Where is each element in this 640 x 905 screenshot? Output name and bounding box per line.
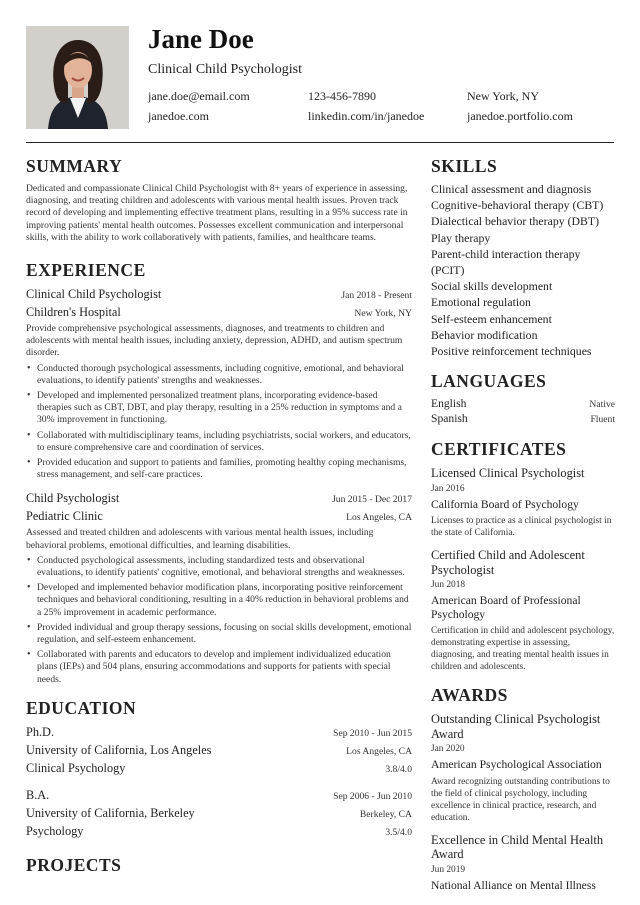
certificate-entry: [431, 548, 615, 673]
education-dates: Sep 2010 - Jun 2015: [333, 727, 412, 739]
summary-text: Dedicated and compassionate Clinical Child Psychologist with 8+ years of experience in assessing, diagnosing, and treating children and adolescents with various mental health issues. Proven track record of developing and implementing effective treatment plans, resulting in a 95% success rate in improving patients' mental health outcomes. Possesses excellent communication and interpersonal skills, with the ability to work collaboratively with patients, families, and healthcare teams.: [26, 183, 408, 243]
header-divider: [26, 142, 614, 143]
award-issuer: National Alliance on Mental Illness: [431, 878, 596, 892]
skill-item: Social skills development: [431, 279, 553, 294]
summary-heading: SUMMARY: [26, 156, 123, 176]
main-column: [26, 150, 412, 876]
language-level: Native: [589, 399, 615, 411]
projects-heading: PROJECTS: [26, 854, 122, 875]
education-entry: [26, 725, 412, 776]
education-dates: Sep 2006 - Jun 2010: [333, 790, 412, 802]
job-location: Los Angeles, CA: [346, 512, 412, 524]
projects-section: [26, 855, 412, 876]
education-heading: EDUCATION: [26, 697, 137, 718]
education-location: Los Angeles, CA: [346, 745, 412, 757]
awards-section: [431, 685, 615, 892]
job-organization: Pediatric Clinic: [26, 509, 103, 524]
contact-linkedin[interactable]: linkedin.com/in/janedoe: [308, 109, 425, 123]
candidate-name: Jane Doe: [148, 24, 254, 54]
certificate-title: Certified Child and Adolescent Psychologist: [431, 548, 585, 577]
list-item: • Developed and implemented personalized treatment plans, incorporating evidence-based therapies such as CBT, DBT, and play therapy, resulting in a 25% reduction in symptoms and a 30% improvement in functioning.: [37, 390, 412, 427]
award-title: Excellence in Child Mental Health Award: [431, 832, 604, 862]
degree: B.A.: [26, 787, 50, 802]
award-description: Award recognizing outstanding contributions to the field of clinical psychology, including excellence in clinical practice, research, and education.: [431, 776, 610, 823]
skill-item: Behavior modification: [431, 327, 538, 342]
award-issuer: American Psychological Association: [431, 758, 602, 772]
avatar: [26, 26, 129, 129]
language-name: Spanish: [431, 412, 468, 426]
award-date: Jan 2020: [431, 744, 465, 755]
contact-phone[interactable]: 123-456-7890: [308, 89, 376, 103]
list-item: • Provided individual and group therapy sessions, focusing on social skills development, emotional regulation, and self-esteem enhancement.: [37, 622, 412, 646]
skill-item: Emotional regulation: [431, 295, 531, 310]
skills-heading: SKILLS: [431, 156, 498, 176]
school: University of California, Berkeley: [26, 805, 195, 820]
gpa: 3.8/4.0: [385, 763, 412, 775]
list-item: • Provided education and support to patients and families, promoting healthy coping mechanisms, stress management, and self-care practices.: [37, 457, 412, 481]
skills-section: [431, 156, 615, 359]
job-entry: [26, 491, 412, 685]
contact-location: New York, NY: [467, 89, 540, 103]
certificate-description: Licenses to practice as a clinical psychologist in the state of California.: [431, 516, 612, 539]
candidate-title: Clinical Child Psychologist: [148, 62, 303, 77]
job-dates: Jan 2018 - Present: [341, 290, 412, 302]
list-item: • Developed and implemented behavior modification plans, incorporating positive reinforcement techniques and behavioral conditioning, resulting in a 40% reduction in behavioral problems and a 25% improvement in academic performance.: [37, 582, 412, 619]
award-date: Jun 2019: [431, 864, 466, 875]
side-column: [431, 150, 615, 892]
certificate-title: Licensed Clinical Psychologist: [431, 466, 585, 481]
list-item: • Conducted psychological assessments, including standardized tests and observational evaluations, to identify patients' cognitive, emotional, and behavioral strengths and weaknesses.: [37, 555, 412, 579]
certificates-section: [431, 439, 615, 673]
language-level: Fluent: [590, 414, 615, 426]
award-entry: [431, 833, 615, 893]
job-location: New York, NY: [354, 308, 412, 320]
certificates-heading: CERTIFICATES: [431, 439, 567, 460]
list-item: • Conducted thorough psychological assessments, including cognitive, emotional, and behavioral evaluations, to identify patients' strengths and weaknesses.: [37, 363, 412, 387]
job-entry: [26, 287, 412, 481]
job-bullets: [26, 363, 412, 482]
contact-website[interactable]: janedoe.com: [148, 109, 209, 123]
certificate-issuer: American Board of Professional Psychology: [431, 594, 581, 621]
education-location: Berkeley, CA: [359, 808, 412, 820]
experience-heading: EXPERIENCE: [26, 260, 146, 281]
skill-item: Clinical assessment and diagnosis: [431, 182, 592, 196]
skill-item: Cognitive-behavioral therapy (CBT): [431, 198, 604, 213]
language-row: [431, 412, 615, 425]
job-title: Child Psychologist: [26, 491, 120, 506]
degree: Ph.D.: [26, 724, 55, 739]
certificate-description: Certification in child and adolescent psychology, demonstrating expertise in assessing, diagnosing, and treating mental health issues in children and adolescents.: [431, 626, 615, 673]
certificate-date: Jan 2016: [431, 483, 465, 494]
language-name: English: [431, 397, 467, 411]
skill-item: Dialectical behavior therapy (DBT): [431, 214, 600, 229]
certificate-date: Jun 2018: [431, 580, 466, 591]
field-of-study: Psychology: [26, 823, 84, 838]
languages-heading: LANGUAGES: [431, 371, 547, 392]
awards-heading: AWARDS: [431, 685, 508, 706]
skill-item: Parent-child interaction therapy (PCIT): [431, 246, 581, 278]
skill-item: Positive reinforcement techniques: [431, 344, 592, 359]
award-title: Outstanding Clinical Psychologist Award: [431, 712, 601, 741]
skill-item: Play therapy: [431, 230, 491, 245]
language-row: [431, 397, 615, 410]
summary-section: [26, 156, 412, 244]
skills-list: [431, 181, 615, 359]
job-organization: Children's Hospital: [26, 305, 121, 320]
award-entry: [431, 712, 615, 824]
job-dates: Jun 2015 - Dec 2017: [332, 494, 412, 506]
job-bullets: [26, 555, 412, 686]
certificate-entry: [431, 466, 615, 539]
list-item: • Collaborated with multidisciplinary teams, including psychiatrists, social workers, and educators, to ensure comprehensive care and coordination of services.: [37, 430, 412, 454]
education-section: [26, 698, 412, 839]
profile-photo: [26, 26, 129, 129]
contact-portfolio[interactable]: janedoe.portfolio.com: [467, 109, 573, 123]
job-description: Assessed and treated children and adolescents with various mental health issues, including behavioral problems, emotional difficulties, and learning disabilities.: [26, 527, 374, 551]
job-description: Provide comprehensive psychological assessments, diagnoses, and treatments to children and adolescents with mental health issues, including anxiety, depression, ADHD, and autism spectrum disorder.: [26, 323, 403, 359]
education-entry: [26, 788, 412, 839]
field-of-study: Clinical Psychology: [26, 760, 126, 775]
gpa: 3.5/4.0: [385, 826, 412, 838]
job-title: Clinical Child Psychologist: [26, 287, 162, 302]
certificate-issuer: California Board of Psychology: [431, 497, 579, 511]
list-item: • Collaborated with parents and educators to develop and implement individualized education plans (IEPs) and 504 plans, ensuring accommodations and supports for patients with special needs.: [37, 649, 412, 686]
experience-section: [26, 260, 412, 686]
languages-section: [431, 371, 615, 425]
school: University of California, Los Angeles: [26, 742, 212, 757]
contact-email[interactable]: jane.doe@email.com: [148, 89, 250, 103]
skill-item: Self-esteem enhancement: [431, 311, 552, 326]
